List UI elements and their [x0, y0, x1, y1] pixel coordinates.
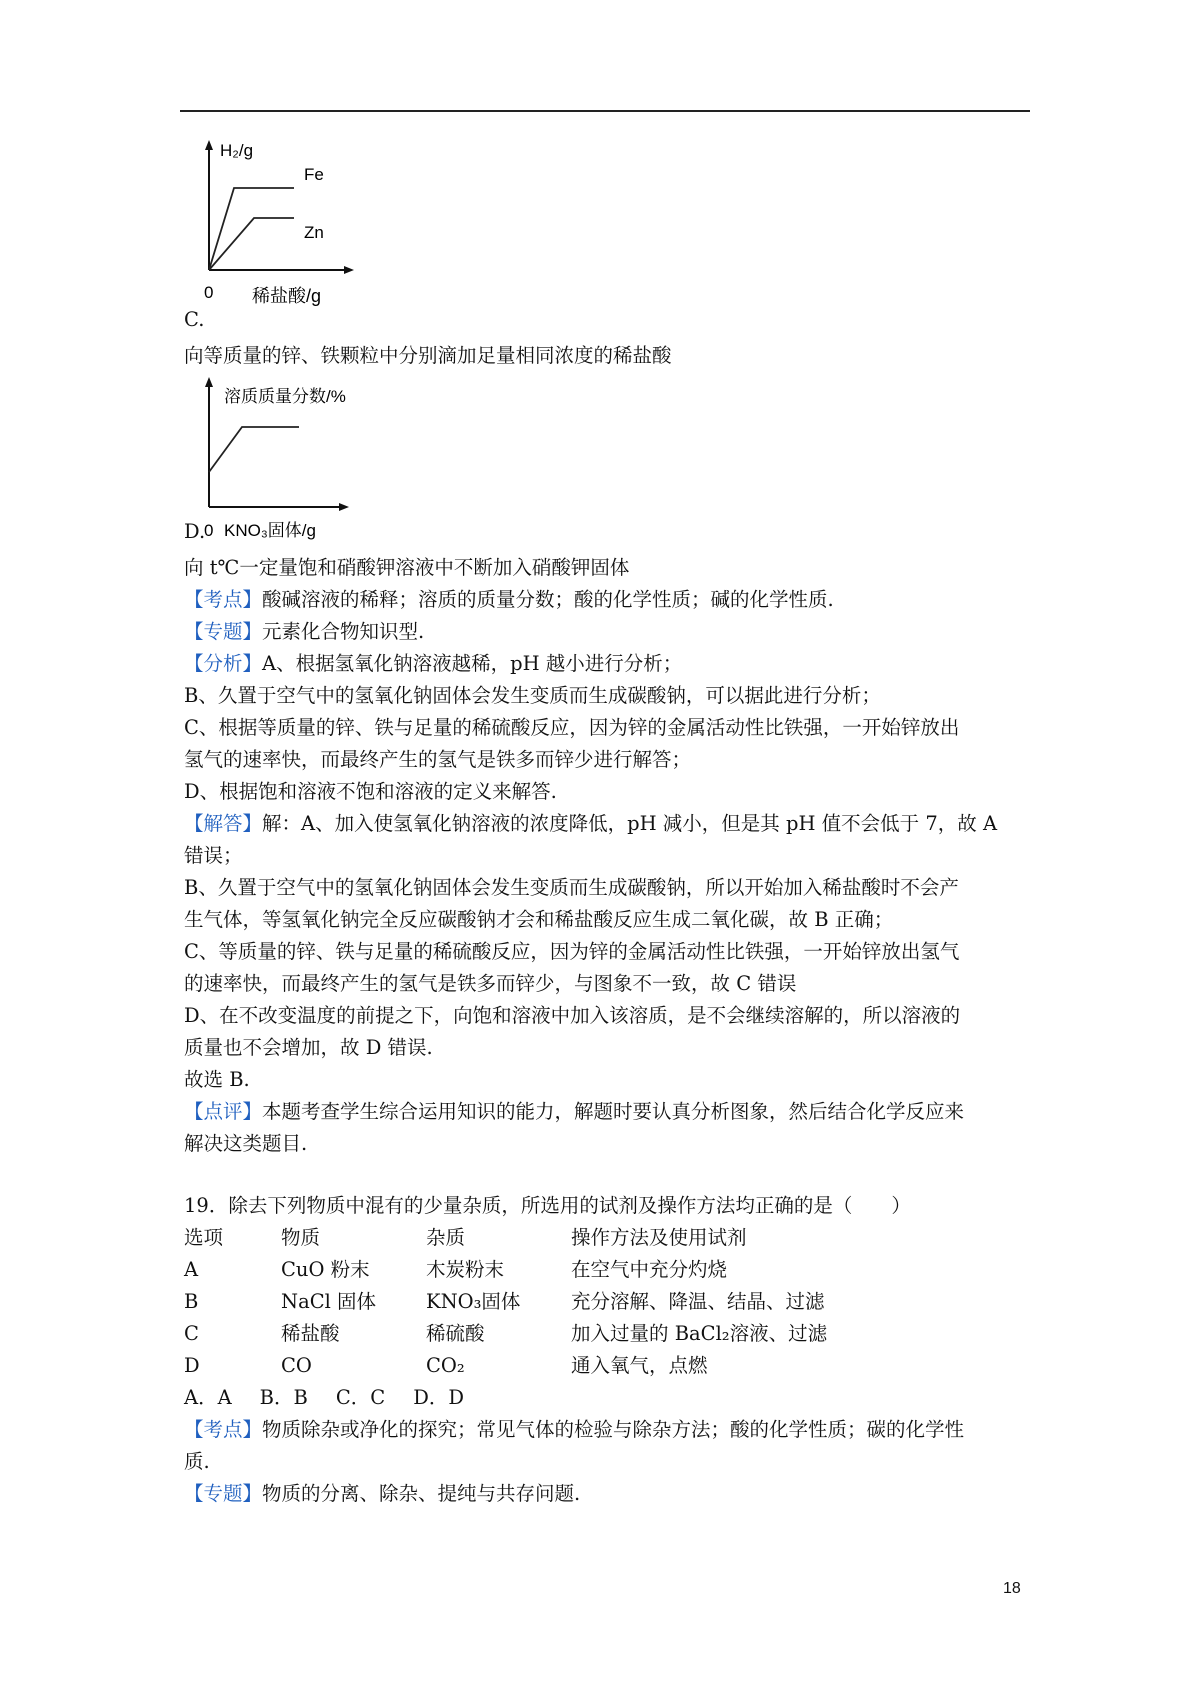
- jieda-a1: 解：A、加入使氢氧化钠溶液的浓度降低，pH 减小，但是其 pH 值不会低于 7，故 A: [262, 812, 998, 835]
- q18-zhuanti: [184, 616, 1034, 648]
- q18-kaodian: [184, 584, 1034, 616]
- graph-d: [204, 372, 424, 552]
- choice-b: B．B: [259, 1386, 308, 1409]
- fenxi-a: A、根据氢氧化钠溶液越稀，pH 越小进行分析；: [262, 652, 683, 675]
- jieda-b1: B、久置于空气中的氢氧化钠固体会发生变质而生成碳酸钠，所以开始加入稀盐酸时不会产: [184, 876, 959, 899]
- table-header-cell: 选项: [184, 1226, 224, 1249]
- table-cell: CuO 粉末: [281, 1258, 370, 1281]
- q18-fenxi: [184, 648, 1034, 680]
- graph-d-x-arrow: [339, 503, 349, 511]
- table-cell: 加入过量的 BaCl₂溶液、过滤: [571, 1322, 828, 1345]
- fenxi-c1: C、根据等质量的锌、铁与足量的稀硫酸反应，因为锌的金属活动性比铁强，一开始锌放出: [184, 716, 960, 739]
- table-cell: 稀硫酸: [426, 1322, 485, 1345]
- dianping-tag: 【点评】: [184, 1100, 263, 1123]
- choice-a: A．A: [184, 1386, 232, 1409]
- table-cell: A: [184, 1258, 199, 1281]
- table-cell: CO₂: [426, 1354, 465, 1377]
- table-cell: NaCl 固体: [281, 1290, 377, 1313]
- graph-c-caption: 向等质量的锌、铁颗粒中分别滴加足量相同浓度的稀盐酸: [184, 344, 672, 367]
- table-row: [184, 1350, 1034, 1382]
- page-number: 18: [1003, 1580, 1021, 1597]
- table-cell: B: [184, 1290, 199, 1313]
- graph-d-y-arrow: [205, 377, 213, 387]
- table-row: [184, 1286, 1034, 1318]
- table-header-cell: 杂质: [426, 1226, 466, 1249]
- graph-c-y-arrow: [205, 140, 213, 150]
- dianping-text-2: 解决这类题目.: [184, 1132, 308, 1155]
- graph-d-y-label: 溶质质量分数/%: [224, 387, 346, 406]
- graph-d-caption: 向 t℃一定量饱和硝酸钾溶液中不断加入硝酸钾固体: [184, 556, 630, 579]
- table-cell: 稀盐酸: [281, 1322, 340, 1345]
- q19-stem: 19．除去下列物质中混有的少量杂质，所选用的试剂及操作方法均正确的是（ ）: [184, 1194, 911, 1217]
- fenxi-b: B、久置于空气中的氢氧化钠固体会发生变质而生成碳酸钠，可以据此进行分析；: [184, 684, 881, 707]
- jieda-c1: C、等质量的锌、铁与足量的稀硫酸反应，因为锌的金属活动性比铁强，一开始锌放出氢气: [184, 940, 960, 963]
- table-row: [184, 1318, 1034, 1350]
- zhuanti-tag: 【专题】: [184, 620, 263, 643]
- q18-answer: 故选 B.: [184, 1068, 250, 1091]
- table-cell: KNO₃固体: [426, 1290, 521, 1313]
- table-cell: CO: [281, 1354, 312, 1377]
- choice-c: C．C: [335, 1386, 386, 1409]
- page-content: [184, 140, 1034, 1510]
- zhuanti-text: 元素化合物知识型.: [262, 620, 425, 643]
- zhuanti-tag: 【专题】: [184, 1482, 263, 1505]
- jieda-tag: 【解答】: [184, 812, 263, 835]
- graph-d-origin: 0: [204, 521, 214, 540]
- graph-c-origin: 0: [204, 283, 214, 302]
- kaodian-tag: 【考点】: [184, 588, 263, 611]
- header-rule: [180, 110, 1030, 112]
- graph-c-x-label: 稀盐酸/g: [252, 286, 322, 306]
- jieda-d1: D、在不改变温度的前提之下，向饱和溶液中加入该溶质，是不会继续溶解的，所以溶液的: [184, 1004, 961, 1027]
- jieda-d2: 质量也不会增加，故 D 错误.: [184, 1036, 433, 1059]
- table-cell: 充分溶解、降温、结晶、过滤: [571, 1290, 825, 1313]
- q19-kaodian-2: 质.: [184, 1450, 210, 1473]
- graph-d-block: [184, 372, 1034, 552]
- graph-c-series-zn: Zn: [304, 223, 324, 242]
- zhuanti-text: 物质的分离、除杂、提纯与共存问题.: [262, 1482, 581, 1505]
- graph-c-series-fe: Fe: [304, 165, 324, 184]
- graph-c-fe-line: [209, 188, 294, 270]
- kaodian-text: 酸碱溶液的稀释；溶质的质量分数；酸的化学性质；碱的化学性质.: [262, 588, 834, 611]
- fenxi-d: D、根据饱和溶液不饱和溶液的定义来解答.: [184, 780, 557, 803]
- graph-d-x-label: KNO₃固体/g: [224, 521, 316, 540]
- jieda-c2: 的速率快，而最终产生的氢气是铁多而锌少，与图象不一致，故 C 错误: [184, 972, 797, 995]
- jieda-a2: 错误；: [184, 844, 243, 867]
- table-row: [184, 1254, 1034, 1286]
- table-cell: D: [184, 1354, 200, 1377]
- table-cell: C: [184, 1322, 199, 1345]
- q19-table: [184, 1222, 1034, 1382]
- choice-d: D．D: [413, 1386, 464, 1409]
- option-d-label: D.: [184, 520, 206, 543]
- graph-c-y-label: H₂/g: [220, 141, 254, 160]
- q19-zhuanti: [184, 1478, 1034, 1510]
- graph-c-block: [184, 140, 1034, 340]
- graph-d-line: [209, 427, 299, 472]
- kaodian-tag: 【考点】: [184, 1418, 263, 1441]
- table-cell: 通入氧气，点燃: [571, 1354, 708, 1377]
- q19-choices: [184, 1382, 1034, 1414]
- option-c-label: C.: [184, 308, 205, 331]
- kaodian-text: 物质除杂或净化的探究；常见气体的检验与除杂方法；酸的化学性质；碳的化学性: [262, 1418, 965, 1441]
- dianping-text-1: 本题考查学生综合运用知识的能力，解题时要认真分析图象，然后结合化学反应来: [262, 1100, 965, 1123]
- jieda-b2: 生气体，等氢氧化钠完全反应碳酸钠才会和稀盐酸反应生成二氧化碳，故 B 正确；: [184, 908, 894, 931]
- graph-c: [204, 140, 404, 335]
- q18-jieda: [184, 808, 1034, 840]
- table-header-cell: 物质: [281, 1226, 321, 1249]
- table-header-cell: 操作方法及使用试剂: [571, 1226, 747, 1249]
- fenxi-c2: 氢气的速率快，而最终产生的氢气是铁多而锌少进行解答；: [184, 748, 692, 771]
- q19-table-header: [184, 1222, 1034, 1254]
- q18-dianping: [184, 1096, 1034, 1128]
- graph-c-x-arrow: [344, 266, 354, 274]
- fenxi-tag: 【分析】: [184, 652, 263, 675]
- q19-kaodian: [184, 1414, 1034, 1446]
- table-cell: 在空气中充分灼烧: [571, 1258, 728, 1281]
- table-cell: 木炭粉末: [426, 1258, 505, 1281]
